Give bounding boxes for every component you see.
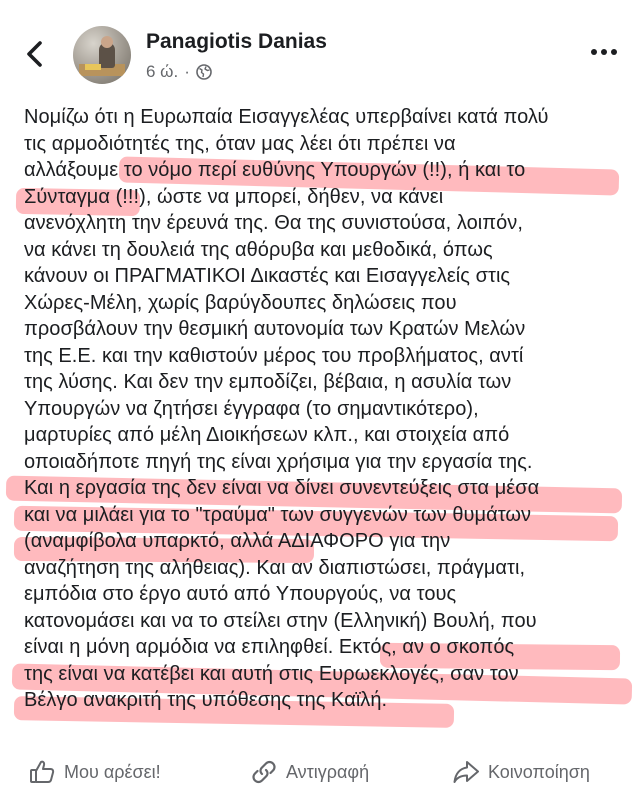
author-name[interactable]: Panagiotis Danias — [146, 30, 327, 53]
action-bar — [0, 752, 640, 792]
share-button[interactable] — [452, 758, 590, 786]
author-avatar[interactable] — [73, 26, 131, 84]
post-body — [24, 104, 624, 714]
avatar-head-shape — [101, 36, 113, 48]
like-button[interactable] — [28, 758, 161, 786]
more-options-button[interactable] — [589, 42, 619, 62]
post-text: Νομίζω ότι η Ευρωπαία Εισαγγελέας υπερβαίνει κατά πολύ τις αρμοδιότητές της, όταν μας λέει ότι πρέπει να αλλάξουμε το νόμο περί ευθύνης Υπουργών (!!), ή και το Σύνταγμα (!!!), ώστε να μπορεί, δήθεν, να κάνει ανενόχλητη την έρευνά της. Θα της συνιστούσα, λοιπόν, να κάνει τη δουλειά της αθόρυβα και μεθοδικά, όπως κάνουν οι ΠΡΑΓΜΑΤΙΚΟΙ Δικαστές και Εισαγγελείς στις Χώρες-Μέλη, χωρίς βαρύγδουπες δηλώσεις που προσβάλουν την θεσμική αυτονομία των Κρατών Μελών της Ε.Ε. και την καθιστούν μέρος του προβλήματος, αντί της λύσης. Και δεν την εμποδίζει, βέβαια, η ασυλία των Υπουργών να ζητήσει έγγραφα (το σημαντικότερο), μαρτυρίες από μέλη Διοικήσεων κλπ., και στοιχεία από οποιαδήποτε πηγή της είναι χρήσιμα για την εργασία της. Και η εργασία της δεν είναι να δίνει συνεντεύξεις στα μέσα και να μιλάει για το "τραύμα" των συγγενών των θυμάτων (αναμφίβολα υπαρκτό, αλλά ΑΔΙΑΦΟΡΟ για την αναζήτηση της αλήθειας). Και αν διαπιστώσει, πράγματι, εμπόδια στο έργο αυτό από Υπουργούς, να τους κατονομάσει και να το στείλει στην (Ελληνική) Βουλή, που είναι η μόνη αρμόδια να επιληφθεί. Εκτός, αν ο σκοπός της είναι να κατέβει και αυτή στις Ευρωεκλογές, σαν τον Βέλγο ανακριτή της υπόθεσης της Καϊλή. — [24, 106, 549, 711]
globe-icon — [196, 64, 212, 80]
back-button[interactable] — [20, 38, 50, 70]
more-horizontal-icon — [589, 42, 619, 62]
avatar-paper-shape — [85, 64, 101, 70]
post-header — [0, 0, 640, 100]
post-text-block — [24, 104, 624, 714]
link-icon — [250, 758, 278, 786]
share-arrow-icon — [452, 758, 480, 786]
thumbs-up-icon — [28, 758, 56, 786]
post-meta — [146, 62, 212, 82]
copy-button[interactable] — [250, 758, 369, 786]
copy-label: Αντιγραφή — [286, 761, 370, 782]
post-timestamp[interactable]: 6 ώ. — [146, 62, 179, 81]
back-arrow-icon — [20, 38, 50, 70]
share-label: Κοινοποίηση — [488, 761, 590, 782]
like-label: Μου αρέσει! — [64, 761, 161, 782]
meta-separator: · — [184, 62, 190, 81]
